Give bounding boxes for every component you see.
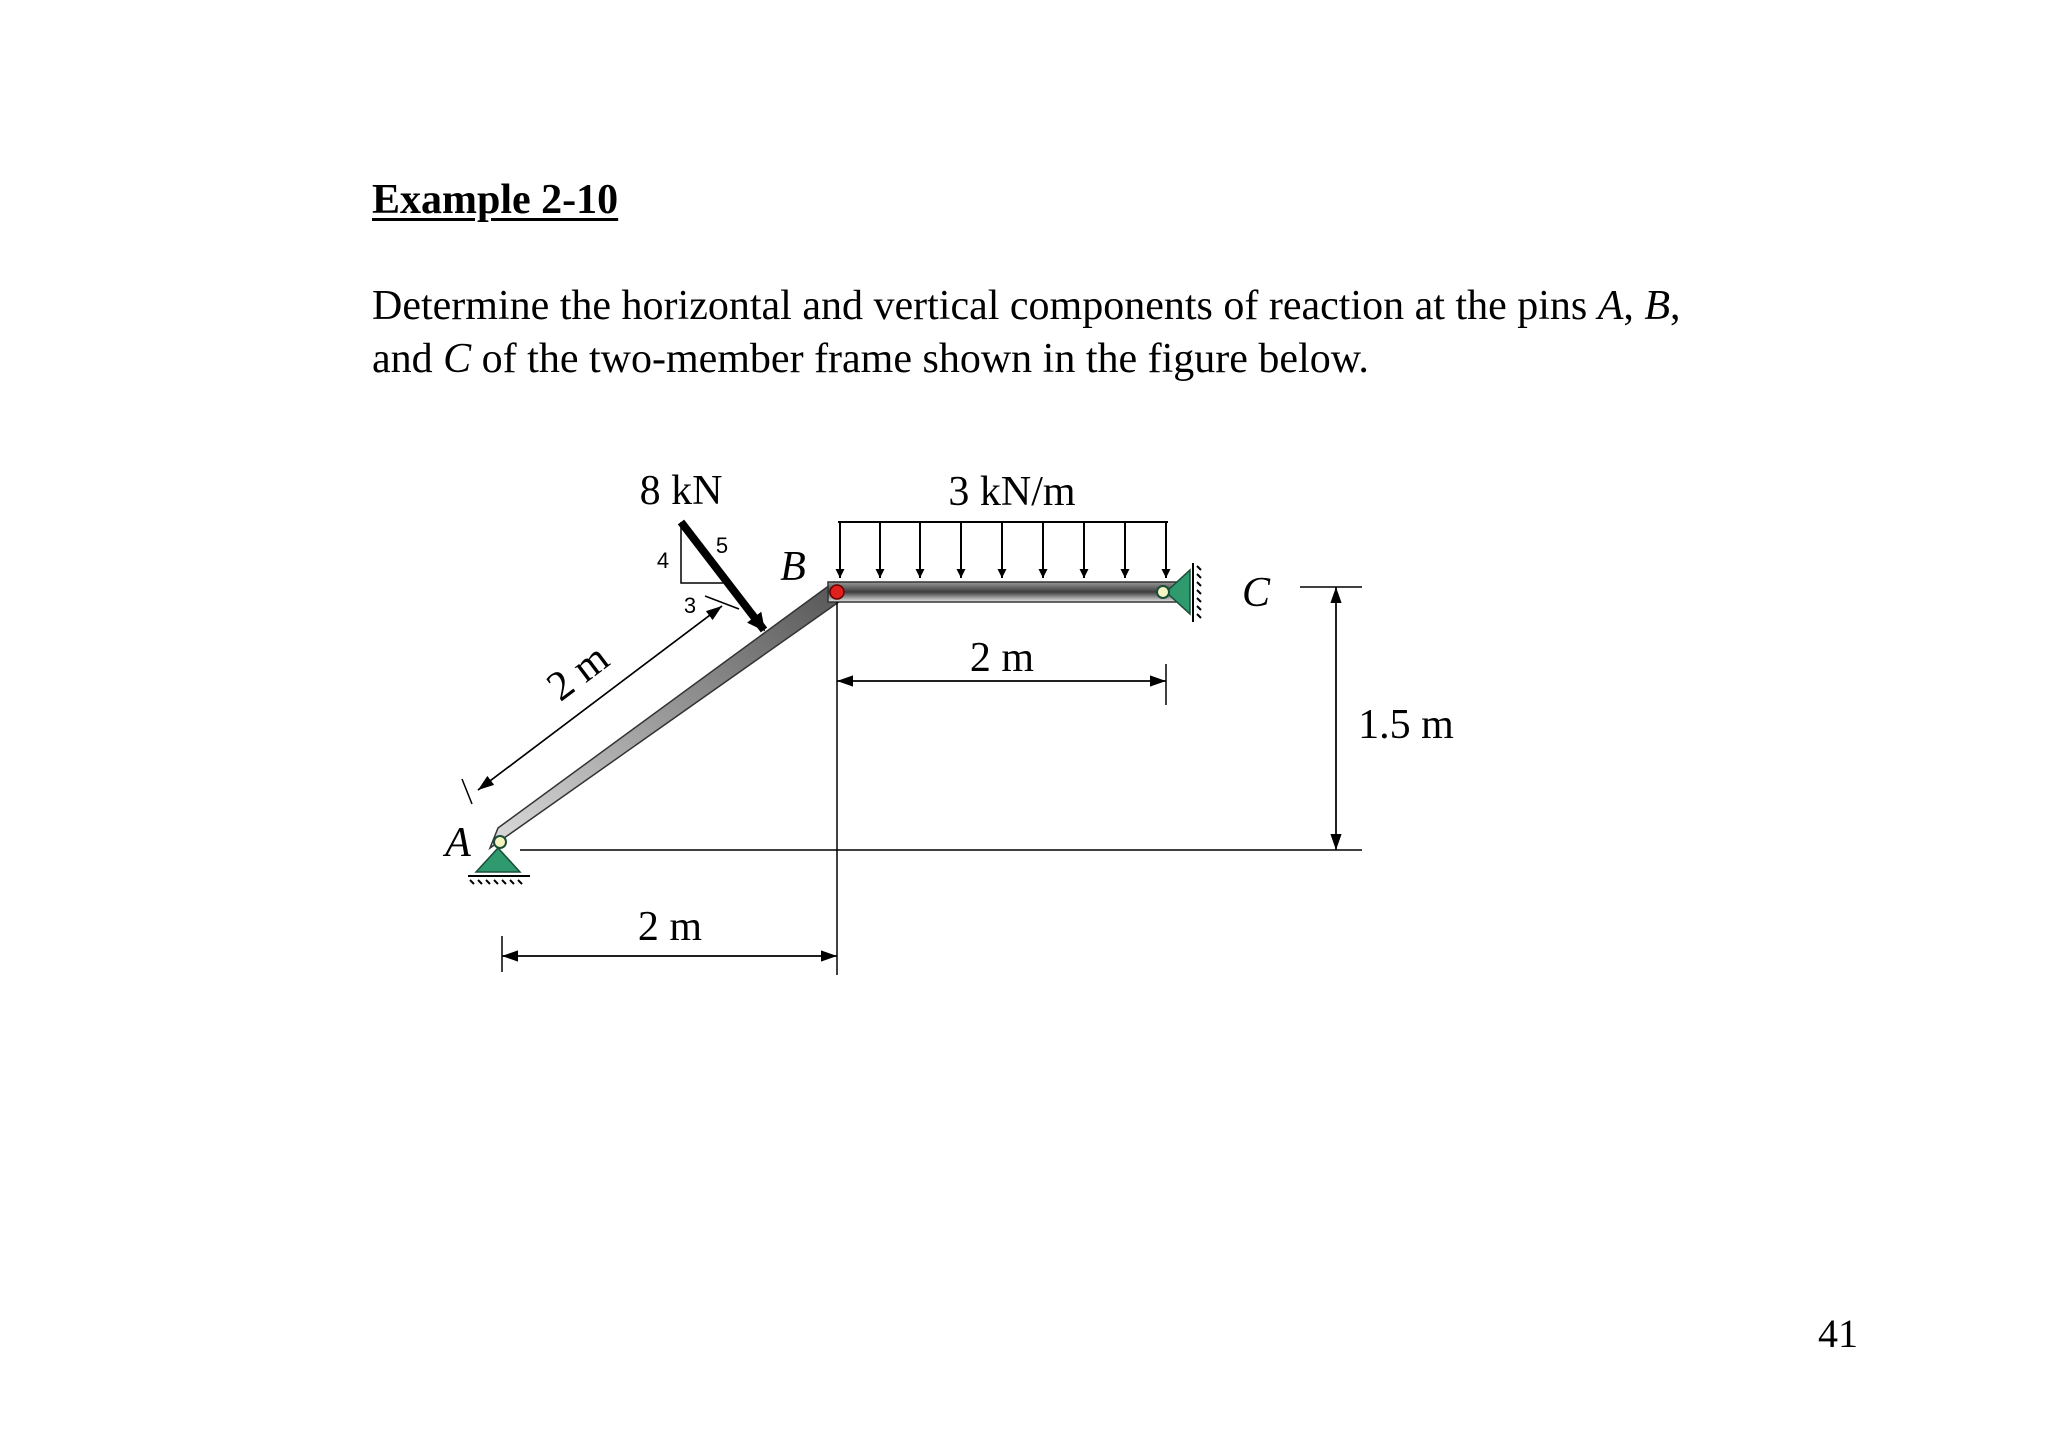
- problem-text-2: of the two-member frame shown in the figure below.: [471, 336, 1369, 382]
- problem-sep-1: ,: [1623, 283, 1645, 329]
- page-number: 41: [1818, 1311, 1858, 1356]
- pin-b: [830, 585, 844, 599]
- member-bc: [828, 582, 1183, 602]
- example-heading: Example 2-10: [372, 177, 619, 223]
- slope-rise: 4: [656, 548, 670, 573]
- problem-text-1: Determine the horizontal and vertical components of reaction at the pins: [372, 283, 1598, 329]
- problem-sep-2: ,: [1670, 283, 1681, 329]
- member-ab: [490, 582, 843, 848]
- dim-vertical-label: 1.5 m: [1358, 702, 1454, 748]
- distributed-load-label: 3 kN/m: [948, 469, 1076, 515]
- pin-b-ref: B: [1644, 283, 1671, 329]
- support-c: [1157, 563, 1201, 622]
- label-c: C: [1241, 570, 1271, 616]
- distributed-load: [838, 522, 1168, 578]
- label-a: A: [445, 820, 471, 866]
- dim-vertical: [1300, 587, 1362, 850]
- support-a: [468, 836, 530, 884]
- slope-run: 3: [683, 593, 697, 618]
- pin-c-ref: C: [443, 336, 472, 382]
- label-b: B: [780, 544, 806, 590]
- dim-inclined-label: 2 m: [538, 634, 618, 711]
- problem-text-line2: and: [372, 336, 444, 382]
- pin-a-ref: A: [1597, 283, 1624, 329]
- dim-horizontal-top-label: 2 m: [969, 635, 1035, 681]
- slope-hyp: 5: [715, 533, 729, 558]
- point-load-label: 8 kN: [639, 468, 723, 514]
- dim-horizontal-bottom-label: 2 m: [637, 904, 703, 950]
